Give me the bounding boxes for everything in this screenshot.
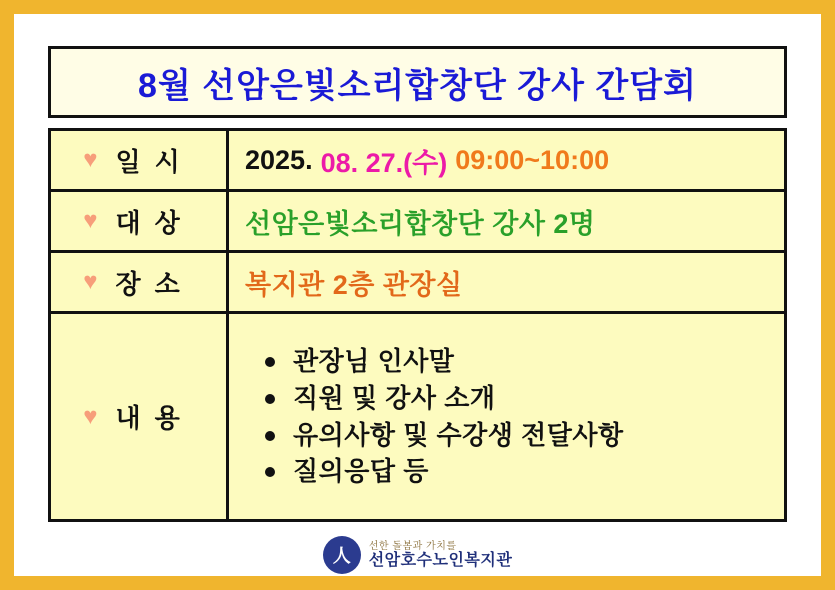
date-year: 2025. xyxy=(245,144,313,175)
row-value-datetime xyxy=(229,131,784,189)
heart-icon: ♥ xyxy=(83,146,98,173)
row-value-target xyxy=(229,192,784,250)
table-row-target xyxy=(51,192,784,253)
page-title: 8월 선암은빛소리합창단 강사 간담회 xyxy=(138,66,697,105)
info-table xyxy=(48,128,787,522)
row-label-text: 대상 xyxy=(115,207,194,238)
list-item: 직원 및 강사 소개 xyxy=(263,380,624,417)
heart-icon: ♥ xyxy=(83,207,98,234)
heart-icon: ♥ xyxy=(83,268,98,295)
footer-slogan: 선한 돌봄과 가치를 xyxy=(368,540,457,552)
row-label-datetime xyxy=(51,131,229,189)
row-value-place xyxy=(229,253,784,311)
row-label-text: 장소 xyxy=(115,268,194,299)
table-row-content xyxy=(51,314,784,522)
row-label-text: 일시 xyxy=(115,146,194,177)
row-label-target xyxy=(51,192,229,250)
list-item: 유의사항 및 수강생 전달사항 xyxy=(263,417,624,454)
row-value-content xyxy=(229,314,784,519)
organization-logo-icon: 人 xyxy=(323,536,361,574)
poster-title-box xyxy=(48,46,787,118)
place-value: 복지관 2층 관장실 xyxy=(245,269,463,300)
list-item: 질의응답 등 xyxy=(263,453,624,490)
content-list xyxy=(245,337,624,497)
footer-logo xyxy=(36,536,799,574)
row-label-place xyxy=(51,253,229,311)
row-label-content xyxy=(51,314,229,519)
date-time: 09:00~10:00 xyxy=(455,144,610,175)
footer-organization-name: 선암호수노인복지관 xyxy=(368,551,513,569)
table-row-place xyxy=(51,253,784,314)
target-value: 선암은빛소리합창단 강사 2명 xyxy=(245,208,596,239)
list-item: 관장님 인사말 xyxy=(263,343,624,380)
date-day: 08. 27.(수) xyxy=(320,147,448,178)
row-label-text: 내용 xyxy=(115,403,194,433)
table-row-datetime xyxy=(51,131,784,192)
heart-icon: ♥ xyxy=(83,402,98,430)
footer-text-block xyxy=(369,541,513,570)
